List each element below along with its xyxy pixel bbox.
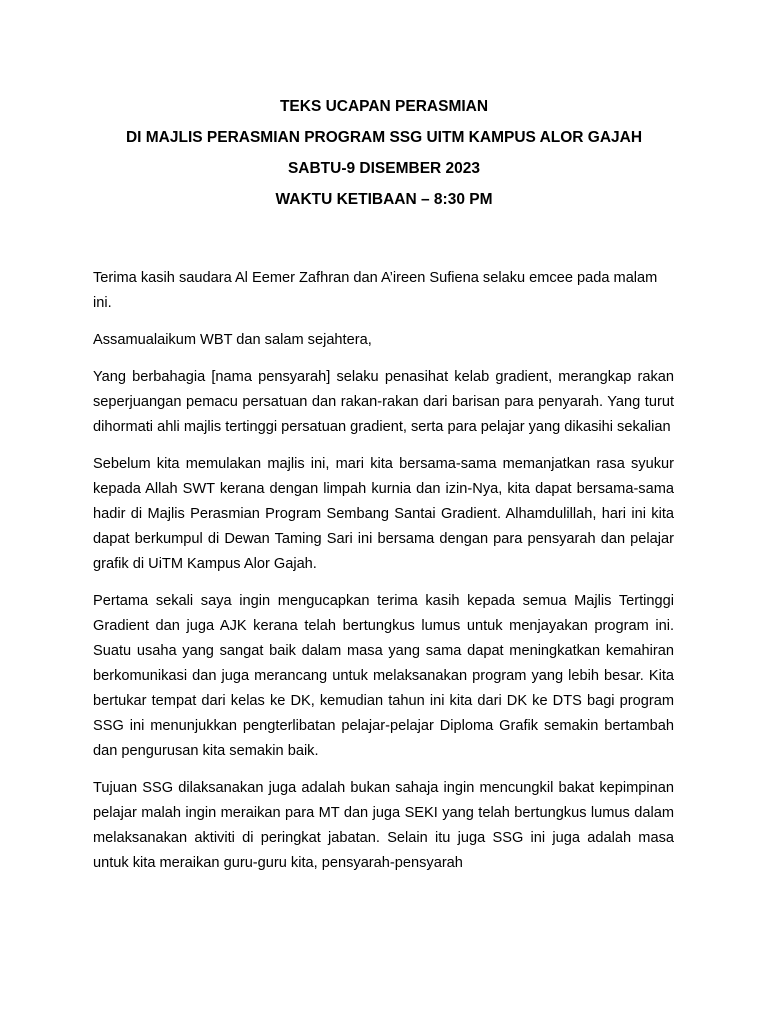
arrival-time-heading: WAKTU KETIBAAN – 8:30 PM [275,191,493,208]
paragraph-thanks-committee: Pertama sekali saya ingin mengucapkan terima kasih kepada semua Majlis Tertinggi Gradient dan juga AJK kerana telah bertungkus lumus untuk menjayakan program ini. Suatu usaha yang sangat baik dalam masa yang sama dapat meningkatkan kemahiran berkomunikasi dan juga merancang untuk melaksanakan program yang lebih besar. Kita bertukar tempat dari kelas ke DK, kemudian tahun ini kita dari DK ke DTS bagi program SSG ini menunjukkan pengterlibatan pelajar-pelajar Diploma Grafik semakin bertambah dan pengurusan kita semakin baik. [93,593,674,759]
document-header [60,97,708,221]
document-body [93,266,674,888]
paragraph-greeting: Assamualaikum WBT dan salam sejahtera, [93,332,372,348]
event-date-heading: SABTU-9 DISEMBER 2023 [287,160,481,177]
paragraph-acknowledgement: Yang berbahagia [nama pensyarah] selaku penasihat kelab gradient, merangkap rakan seperjuangan pemacu persatuan dan rakan-rakan dari barisan para penyarah. Yang turut dihormati ahli majlis tertinggi persatuan gradient, serta para pelajar yang dikasihi sekalian [93,369,674,435]
document-title: TEKS UCAPAN PERASMIAN [279,98,489,115]
paragraph-gratitude: Sebelum kita memulakan majlis ini, mari kita bersama-sama memanjatkan rasa syukur kepada Allah SWT kerana dengan limpah kurnia dan izin-Nya, kita dapat bersama-sama hadir di Majlis Perasmian Program Sembang Santai Gradient. Alhamdulillah, hari ini kita dapat berkumpul di Dewan Taming Sari ini bersama dengan para pensyarah dan pelajar grafik di UiTM Kampus Alor Gajah. [93,456,674,572]
event-name-heading: DI MAJLIS PERASMIAN PROGRAM SSG UITM KAMPUS ALOR GAJAH [125,129,643,146]
paragraph-purpose: Tujuan SSG dilaksanakan juga adalah bukan sahaja ingin mencungkil bakat kepimpinan pelajar malah ingin meraikan para MT dan juga SEKI yang telah bertungkus lumus dalam melaksanakan aktiviti di peringkat jabatan. Selain itu juga SSG ini juga adalah masa untuk kita meraikan guru-guru kita, pensyarah-pensyarah [93,780,674,871]
paragraph-thanks-emcee: Terima kasih saudara Al Eemer Zafhran dan A’ireen Sufiena selaku emcee pada malam ini. [93,270,658,311]
